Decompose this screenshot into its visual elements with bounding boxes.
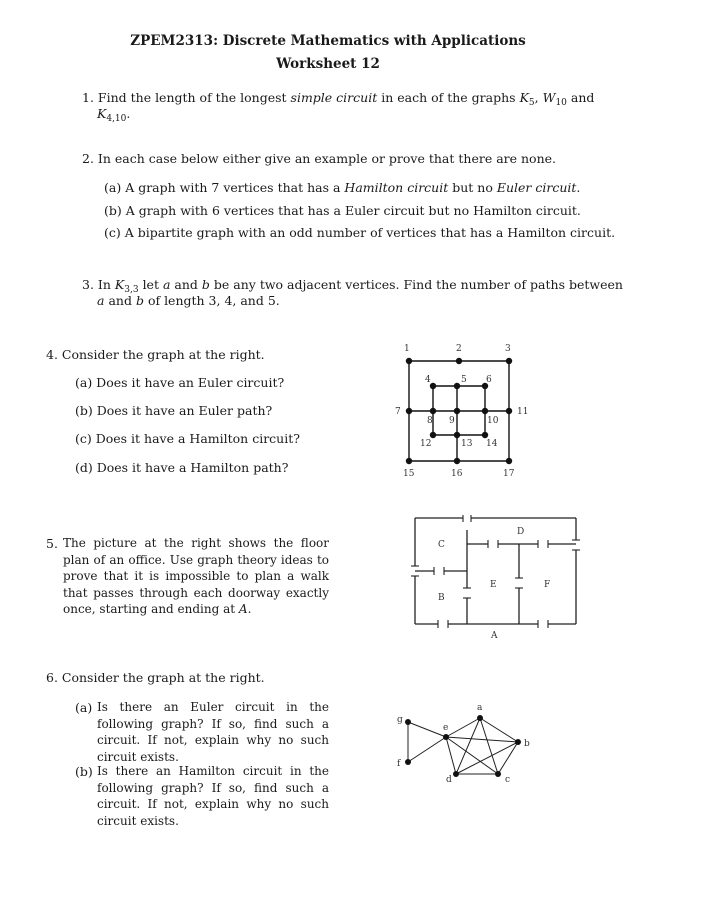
question-4b: (b) Does it have an Euler path?: [75, 403, 273, 418]
vertex-label: 8: [427, 416, 433, 426]
question-6-intro: 6. Consider the graph at the right.: [46, 670, 265, 685]
vertex-label: b: [524, 739, 530, 749]
floor-plan-figure: [410, 514, 580, 640]
vertex-label: 4: [425, 375, 431, 385]
vertex-label: 9: [449, 416, 455, 426]
question-2-intro: 2. In each case below either give an example or prove that there are none.: [82, 151, 556, 166]
vertex-label: g: [397, 715, 403, 725]
question-6a-label: (a): [75, 700, 93, 715]
question-1-cont: $K_{4,10}$.: [97, 106, 131, 124]
vertex-label: 13: [461, 439, 473, 449]
room-label: C: [438, 540, 445, 550]
graph-6-figure: [390, 700, 540, 800]
room-label: E: [490, 580, 497, 590]
vertex-label: 15: [403, 469, 415, 479]
vertex-label: 11: [517, 407, 529, 417]
vertex-label: c: [505, 775, 511, 785]
vertex-label: 1: [404, 344, 410, 354]
worksheet-title: Worksheet 12: [276, 56, 380, 72]
vertex-label: 2: [456, 344, 462, 354]
vertex-label: 10: [487, 416, 499, 426]
question-3: 3. In $K_{3,3}$ let a and b be any two adjacent vertices. Find the number of paths between: [82, 277, 623, 295]
question-4-intro: 4. Consider the graph at the right.: [46, 347, 265, 362]
vertex-label: d: [446, 775, 452, 785]
question-2a: (a) A graph with 7 vertices that has a Hamilton circuit but no Euler circuit.: [104, 180, 581, 195]
vertex-label: 17: [503, 469, 515, 479]
vertex-label: e: [443, 723, 449, 733]
vertex-label: f: [397, 759, 401, 769]
vertex-label: 7: [395, 407, 401, 417]
room-label: A: [491, 631, 498, 640]
question-6a: Is there an Euler circuit in the following graph? If so, find such a circuit. If not, explain why no such circuit exists.: [97, 700, 329, 764]
question-2c: (c) A bipartite graph with an odd number of vertices that has a Hamilton circuit.: [104, 225, 616, 240]
course-title: ZPEM2313: Discrete Mathematics with Applications: [130, 33, 526, 49]
grid-graph-figure: [385, 338, 565, 488]
vertex-label: a: [477, 703, 483, 713]
question-6b-label: (b): [75, 764, 93, 779]
question-1: 1. Find the length of the longest simple circuit in each of the graphs $K_5$, $W_{10}$ and: [82, 90, 595, 108]
vertex-label: 16: [451, 469, 463, 479]
room-label: F: [544, 580, 551, 590]
vertex-label: 14: [486, 439, 498, 449]
question-4a: (a) Does it have an Euler circuit?: [75, 375, 285, 390]
question-5-text: The picture at the right shows the floor plan of an office. Use graph theory ideas to prove that it is impossible to plan a walk that passes through each doorway exactly once, starting and ending at A.: [63, 536, 329, 616]
vertex-label: 6: [486, 375, 492, 385]
question-6b: Is there an Hamilton circuit in the following graph? If so, find such a circuit. If not, explain why no such circuit exists.: [97, 764, 329, 828]
vertex-label: 3: [505, 344, 511, 354]
vertex-label: 12: [420, 439, 432, 449]
room-label: D: [517, 527, 525, 537]
vertex-label: 5: [461, 375, 467, 385]
question-2b: (b) A graph with 6 vertices that has a Euler circuit but no Hamilton circuit.: [104, 203, 581, 218]
room-label: B: [438, 593, 445, 603]
question-4c: (c) Does it have a Hamilton circuit?: [75, 431, 300, 446]
question-5-num: 5.: [46, 536, 58, 551]
question-3-cont: a and b of length 3, 4, and 5.: [97, 293, 280, 308]
question-4d: (d) Does it have a Hamilton path?: [75, 460, 289, 475]
